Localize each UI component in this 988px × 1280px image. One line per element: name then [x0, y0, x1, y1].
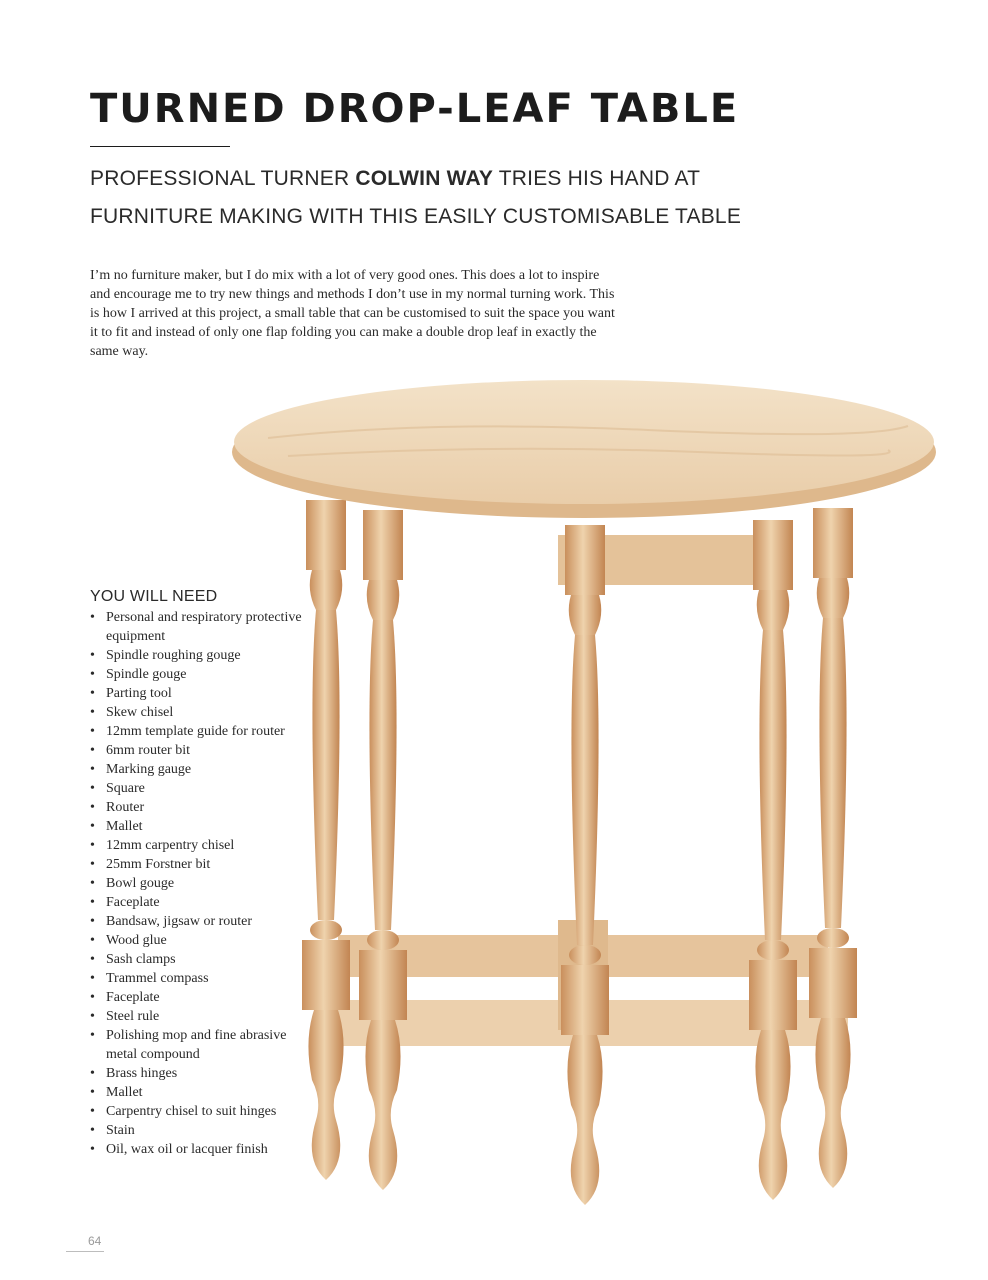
list-item: • Sash clamps — [90, 950, 320, 969]
list-item: • Steel rule — [90, 1007, 320, 1026]
leg-front-left — [359, 510, 407, 1190]
list-item: • Brass hinges — [90, 1064, 320, 1083]
list-item: • Polishing mop and fine abrasive metal compound — [90, 1026, 320, 1064]
list-item: • 12mm carpentry chisel — [90, 836, 320, 855]
author-name: COLWIN WAY — [355, 167, 494, 190]
leg-front-right — [809, 508, 857, 1188]
subtitle-tail: TRIES HIS HAND AT FURNITURE MAKING WITH THIS EASILY CUSTOMISABLE TABLE — [90, 167, 742, 228]
list-item: • Wood glue — [90, 931, 320, 950]
list-item: • Carpentry chisel to suit hinges — [90, 1102, 320, 1121]
list-item: • Skew chisel — [90, 703, 320, 722]
list-item: • Stain — [90, 1121, 320, 1140]
list-item: • Spindle roughing gouge — [90, 646, 320, 665]
list-item: • Parting tool — [90, 684, 320, 703]
tools-items — [90, 608, 320, 1159]
list-item: • 25mm Forstner bit — [90, 855, 320, 874]
list-item: • Router — [90, 798, 320, 817]
list-item: • Faceplate — [90, 988, 320, 1007]
subtitle-lead: PROFESSIONAL TURNER — [90, 167, 356, 190]
table-photo — [228, 360, 948, 1270]
table-top — [234, 380, 934, 504]
list-item: • Bandsaw, jigsaw or router — [90, 912, 320, 931]
list-item: • Oil, wax oil or lacquer finish — [90, 1140, 320, 1159]
list-item: • Bowl gouge — [90, 874, 320, 893]
list-item: • 6mm router bit — [90, 741, 320, 760]
list-item: • Trammel compass — [90, 969, 320, 988]
leg-back-right — [749, 520, 797, 1200]
tools-list — [90, 588, 320, 1159]
title-underline — [90, 146, 230, 147]
list-item: • Spindle gouge — [90, 665, 320, 684]
list-item: • Square — [90, 779, 320, 798]
list-item: • 12mm template guide for router — [90, 722, 320, 741]
list-item: • Faceplate — [90, 893, 320, 912]
list-item: • Marking gauge — [90, 760, 320, 779]
list-item: • Mallet — [90, 817, 320, 836]
page-title: TURNED DROP-LEAF TABLE — [90, 86, 740, 132]
list-item: • Mallet — [90, 1083, 320, 1102]
subtitle — [90, 160, 810, 236]
leg-gate — [561, 525, 609, 1205]
page-number: 64 — [88, 1234, 102, 1248]
page-number-rule — [66, 1251, 104, 1252]
intro-paragraph: I’m no furniture maker, but I do mix with a lot of very good ones. This does a lot to inspire and encourage me to try new things and methods I don’t use in my normal turning work. This is how I arrived at this project, a small table that can be customised to suit the space you want it to fit and instead of only one flap folding you can make a double drop leaf in exactly the same way. — [90, 268, 615, 359]
list-item: • Personal and respiratory protective equipment — [90, 608, 320, 646]
tools-list-heading: YOU WILL NEED — [90, 588, 218, 605]
